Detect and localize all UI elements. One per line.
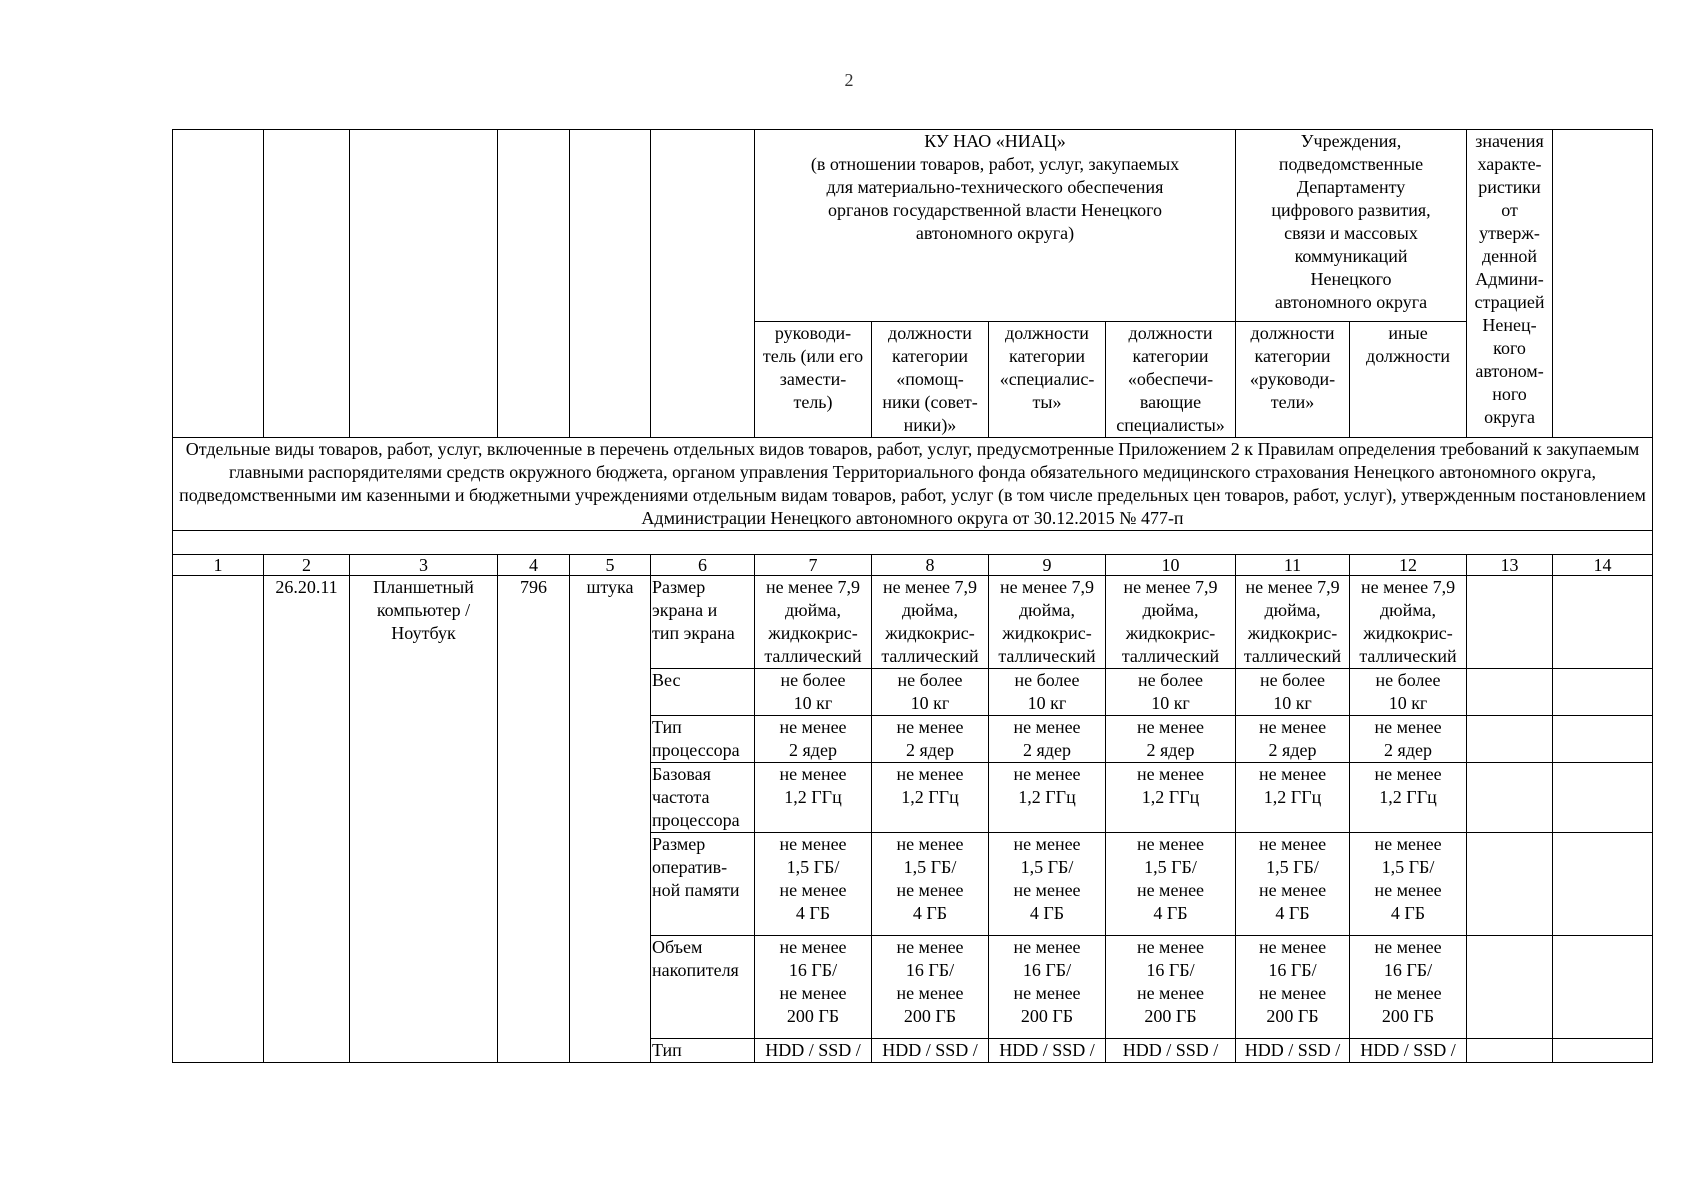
empty-cell [1553,716,1653,763]
characteristic-value: не менее 7,9 дюйма, жидкокрис- таллический [1350,576,1467,669]
empty-cell [1467,763,1553,833]
characteristic-name: Базовая частота процессора [651,763,755,833]
header-empty-cell [173,130,264,438]
header-deviation: значения характе- ристики от утверж- денной Админи- страцией Ненец- кого автоном- ного округа [1467,130,1553,438]
characteristic-value: не менее 1,2 ГГц [1106,763,1236,833]
characteristic-value: не более 10 кг [1236,669,1350,716]
header-kunao-group: КУ НАО «НИАЦ» (в отношении товаров, работ, услуг, закупаемых для материально-технического обеспечения органов государственной власти Ненецкого автономного округа) [755,130,1236,322]
characteristic-value: HDD / SSD / [755,1039,872,1063]
requirements-table [172,129,1653,1063]
characteristic-value: не менее 7,9 дюйма, жидкокрис- таллический [755,576,872,669]
characteristic-value: не менее 7,9 дюйма, жидкокрис- таллический [872,576,989,669]
column-number: 6 [651,555,755,576]
characteristic-value: не менее 1,5 ГБ/ не менее 4 ГБ [872,833,989,936]
characteristic-value: не менее 1,5 ГБ/ не менее 4 ГБ [1350,833,1467,936]
item-name: Планшетный компьютер / Ноутбук [350,576,498,1063]
characteristic-value: не более 10 кг [989,669,1106,716]
item-unit: штука [570,576,651,1063]
column-number: 11 [1236,555,1350,576]
characteristic-name: Размер оператив- ной памяти [651,833,755,936]
characteristic-value: не менее 7,9 дюйма, жидкокрис- таллический [1106,576,1236,669]
column-number: 3 [350,555,498,576]
characteristic-value: не менее 2 ядер [755,716,872,763]
characteristic-value: HDD / SSD / [1350,1039,1467,1063]
header-empty-cell [264,130,350,438]
characteristic-name: Тип процессора [651,716,755,763]
column-number: 13 [1467,555,1553,576]
header-col-12: иные должности [1350,322,1467,438]
characteristic-value: не менее 16 ГБ/ не менее 200 ГБ [1350,936,1467,1039]
column-number: 5 [570,555,651,576]
characteristic-value: не более 10 кг [755,669,872,716]
characteristic-value: не менее 2 ядер [1350,716,1467,763]
column-number: 12 [1350,555,1467,576]
characteristic-value: не менее 16 ГБ/ не менее 200 ГБ [1236,936,1350,1039]
page-number: 2 [844,70,854,90]
header-empty-cell [651,130,755,438]
header-col-7: руководи- тель (или его замести- тель) [755,322,872,438]
item-empty-cell [173,576,264,1063]
empty-cell [1553,936,1653,1039]
characteristic-name: Тип [651,1039,755,1063]
header-col-9: должности категории «специалис- ты» [989,322,1106,438]
characteristic-value: HDD / SSD / [1106,1039,1236,1063]
column-number: 8 [872,555,989,576]
empty-cell [1467,576,1553,669]
characteristic-value: не менее 1,2 ГГц [1350,763,1467,833]
empty-cell [1467,936,1553,1039]
characteristic-value: не менее 7,9 дюйма, жидкокрис- таллический [1236,576,1350,669]
characteristic-value: не более 10 кг [1350,669,1467,716]
section-notice: Отдельные виды товаров, работ, услуг, включенные в перечень отдельных видов товаров, работ, услуг, предусмотренные Приложением 2 к Правилам определения требований к закупаемым главными распорядителями средств окружного бюджета, органом управления Территориального фонда обязательного медицинского страхования Ненецкого автономного округа, подведомственными им казенными и бюджетными учреждениями отдельным видам товаров, работ, услуг (в том числе предельных цен товаров, работ, услуг), утвержденным постановлением Администрации Ненецкого автономного округа от 30.12.2015 № 477-п [173,438,1653,531]
empty-cell [1553,833,1653,936]
characteristic-value: не менее 1,5 ГБ/ не менее 4 ГБ [1236,833,1350,936]
characteristic-value: не менее 16 ГБ/ не менее 200 ГБ [755,936,872,1039]
characteristic-name: Вес [651,669,755,716]
empty-cell [1467,669,1553,716]
characteristic-value: не менее 2 ядер [1106,716,1236,763]
empty-cell [1553,669,1653,716]
header-empty-cell [570,130,651,438]
empty-cell [1553,763,1653,833]
characteristic-value: не менее 16 ГБ/ не менее 200 ГБ [872,936,989,1039]
header-empty-cell [1553,130,1653,438]
characteristic-value: не более 10 кг [872,669,989,716]
characteristic-name: Объем накопителя [651,936,755,1039]
characteristic-value: не менее 1,5 ГБ/ не менее 4 ГБ [755,833,872,936]
characteristic-value: не менее 1,2 ГГц [755,763,872,833]
characteristic-value: не менее 2 ядер [1236,716,1350,763]
column-number: 7 [755,555,872,576]
column-number: 4 [498,555,570,576]
item-code: 26.20.11 [264,576,350,1063]
characteristic-value: не менее 2 ядер [872,716,989,763]
characteristic-value: не менее 16 ГБ/ не менее 200 ГБ [989,936,1106,1039]
header-empty-cell [350,130,498,438]
empty-cell [1467,716,1553,763]
column-number: 10 [1106,555,1236,576]
characteristic-value: не менее 1,5 ГБ/ не менее 4 ГБ [1106,833,1236,936]
blank-row [173,531,1653,555]
column-number: 1 [173,555,264,576]
column-number: 9 [989,555,1106,576]
characteristic-value: не менее 7,9 дюйма, жидкокрис- таллический [989,576,1106,669]
header-empty-cell [498,130,570,438]
column-number: 14 [1553,555,1653,576]
characteristic-value: не менее 16 ГБ/ не менее 200 ГБ [1106,936,1236,1039]
characteristic-value: не менее 1,2 ГГц [1236,763,1350,833]
column-number: 2 [264,555,350,576]
characteristic-value: HDD / SSD / [872,1039,989,1063]
characteristic-value: HDD / SSD / [1236,1039,1350,1063]
header-col-10: должности категории «обеспечи- вающие специалисты» [1106,322,1236,438]
header-col-11: должности категории «руководи- тели» [1236,322,1350,438]
header-department-group: Учреждения, подведомственные Департаменту цифрового развития, связи и массовых коммуникаций Ненецкого автономного округа [1236,130,1467,322]
characteristic-value: HDD / SSD / [989,1039,1106,1063]
header-col-8: должности категории «помощ- ники (совет- ники)» [872,322,989,438]
characteristic-name: Размер экрана и тип экрана [651,576,755,669]
characteristic-value: не менее 1,2 ГГц [872,763,989,833]
characteristic-value: не менее 2 ядер [989,716,1106,763]
empty-cell [1467,1039,1553,1063]
empty-cell [1553,1039,1653,1063]
characteristic-value: не менее 1,2 ГГц [989,763,1106,833]
characteristic-value: не более 10 кг [1106,669,1236,716]
item-okei-code: 796 [498,576,570,1063]
empty-cell [1553,576,1653,669]
empty-cell [1467,833,1553,936]
characteristic-value: не менее 1,5 ГБ/ не менее 4 ГБ [989,833,1106,936]
